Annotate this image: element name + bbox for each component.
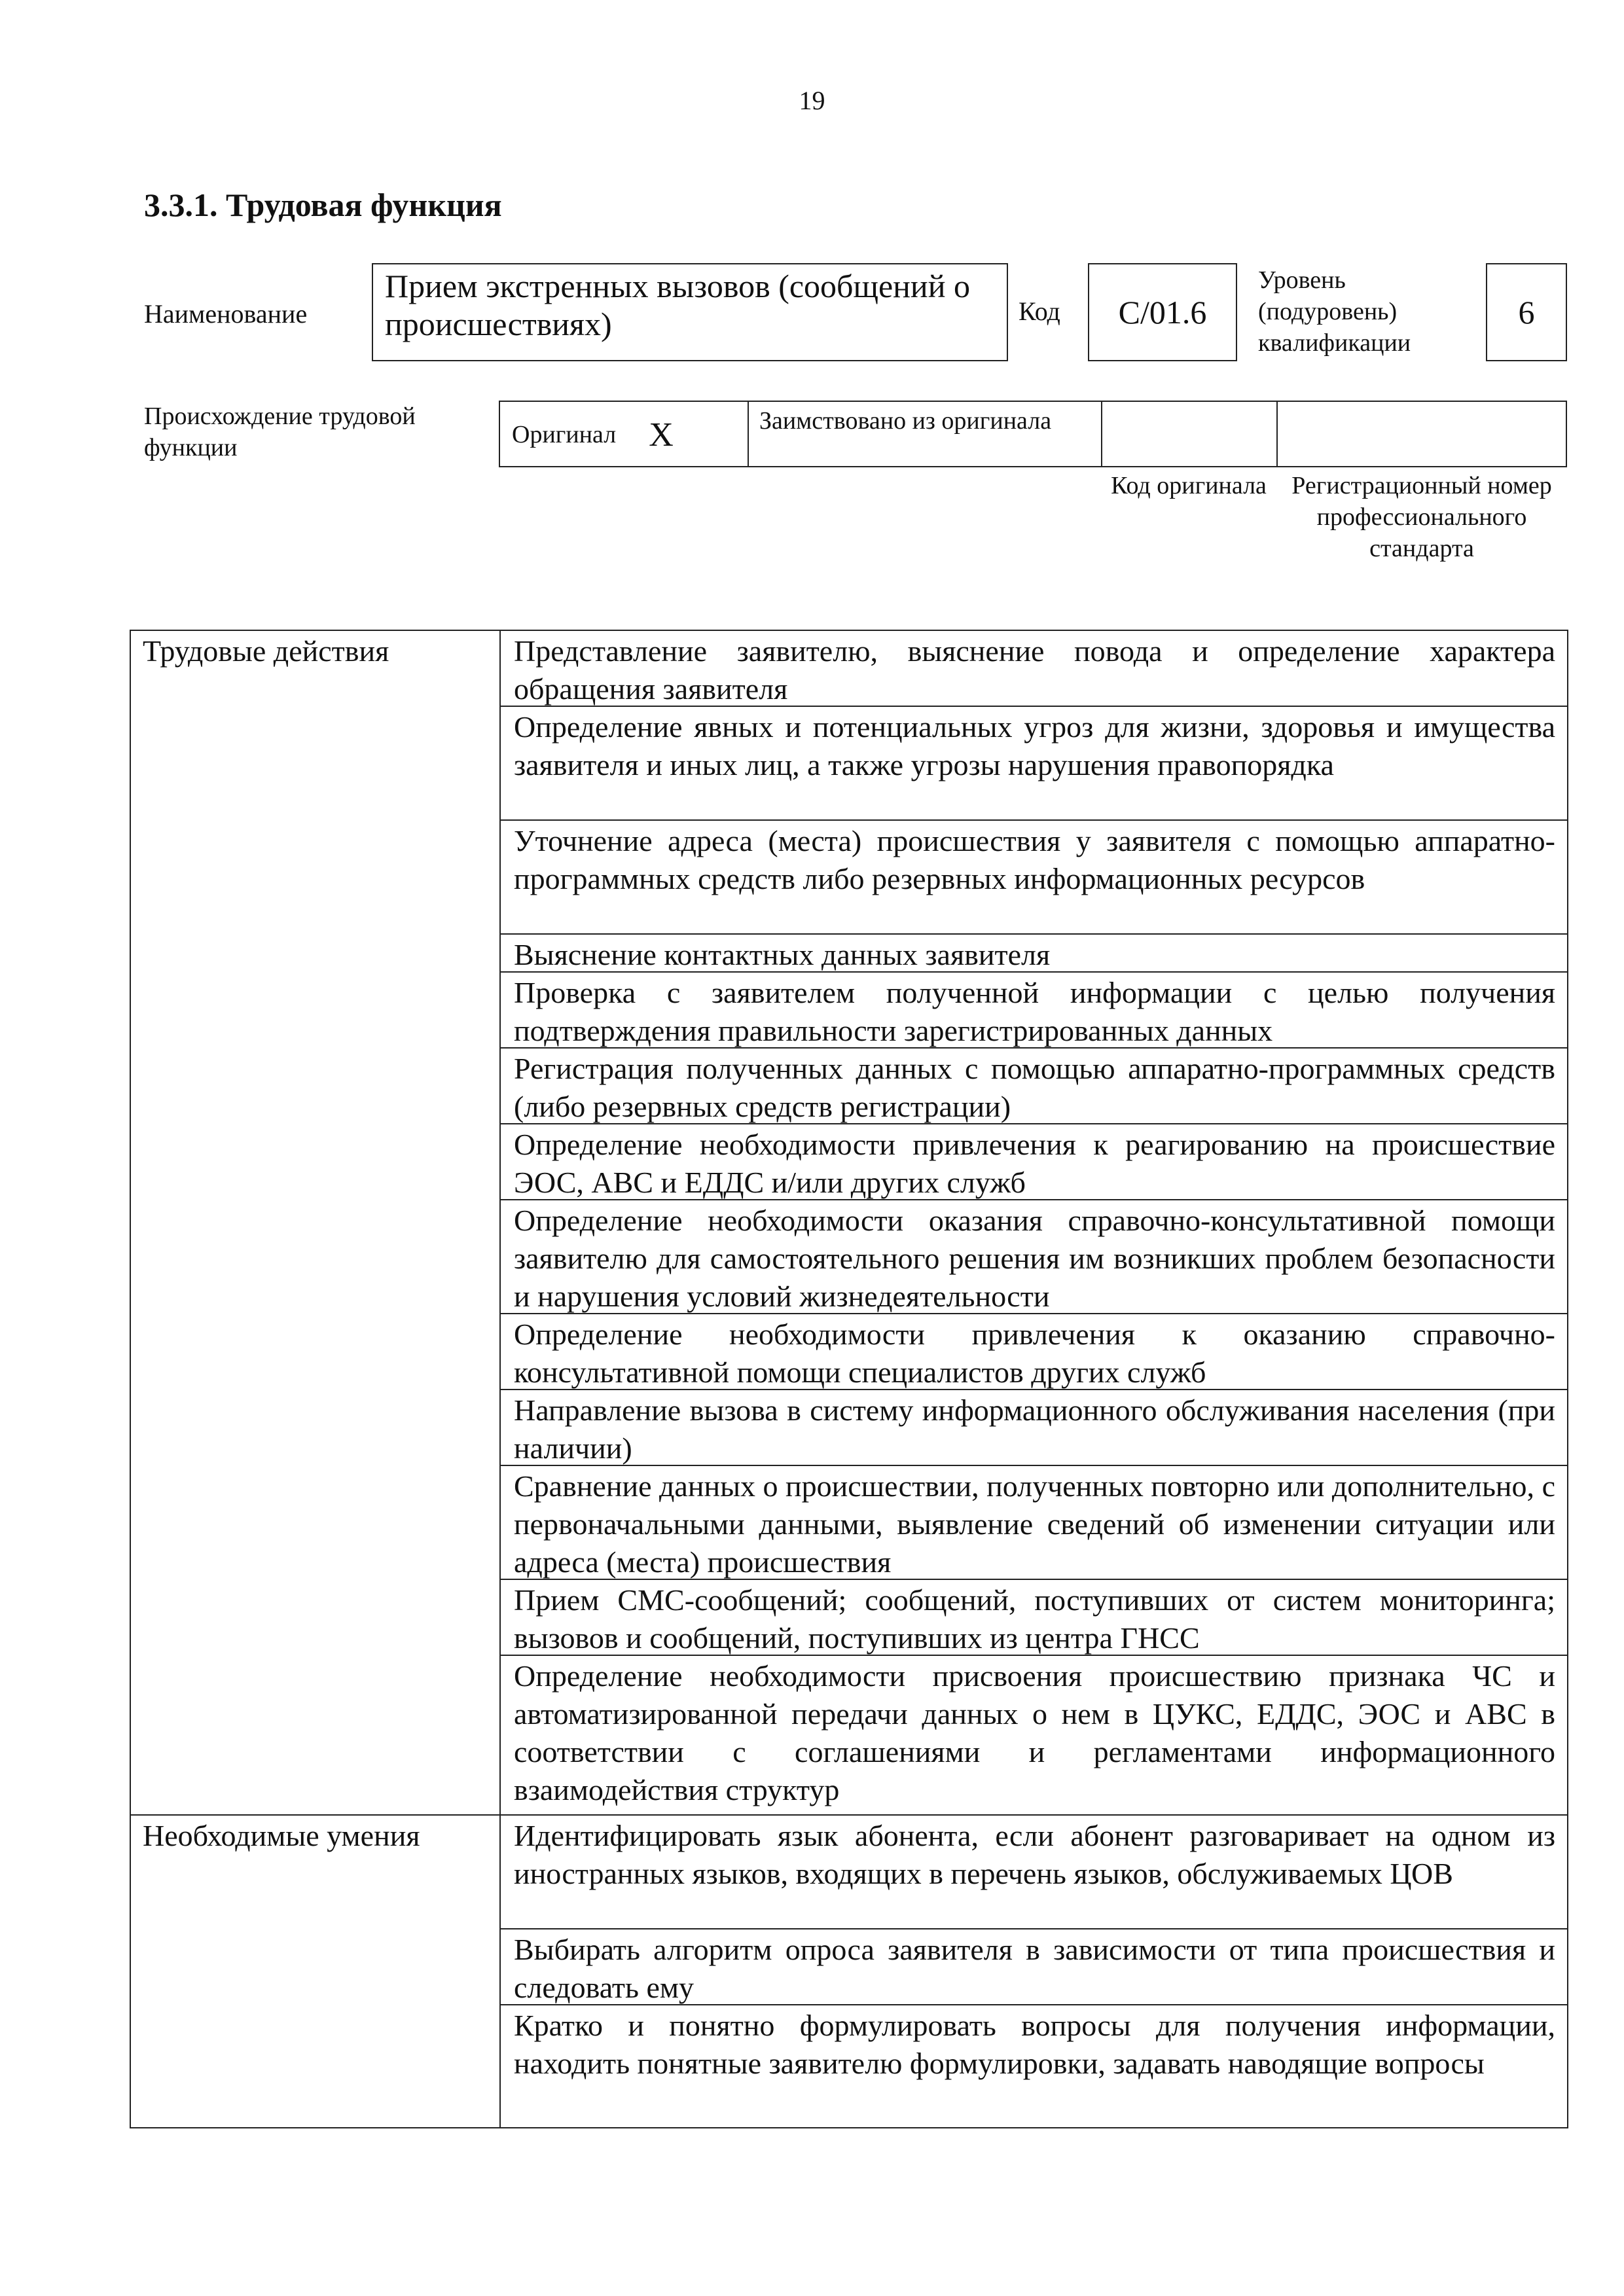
table-row: Идентифицировать язык абонента, если абонент разговаривает на одном из иностранных языков, входящих в перечень языков, обслуживаемых ЦОВ	[501, 1816, 1568, 1929]
code-value-box: C/01.6	[1088, 263, 1237, 361]
original-label: Оригинал	[512, 421, 617, 448]
skills-label: Необходимые умения	[131, 1816, 501, 2127]
code-original-caption: Код оригинала	[1111, 472, 1267, 499]
table-row: Определение необходимости привлечения к реагированию на происшествие ЭОС, АВС и ЕДДС и/или других служб	[501, 1124, 1568, 1200]
code-original-cell	[1102, 402, 1278, 467]
code-label: Код	[1019, 296, 1060, 326]
level-label: Уровень (подуровень) квалификации	[1258, 266, 1411, 357]
table-row: Проверка с заявителем полученной информации с целью получения подтверждения правильности зарегистрированных данных	[501, 973, 1568, 1049]
table-row: Регистрация полученных данных с помощью аппаратно-программных средств (либо резервных средств регистрации)	[501, 1049, 1568, 1124]
original-mark: X	[649, 416, 674, 454]
table-row: Определение необходимости оказания справочно-консультативной помощи заявителю для самостоятельного решения им возникших проблем безопасности и нарушения условий жизнедеятельности	[501, 1200, 1568, 1314]
table-content-column	[501, 631, 1568, 2127]
table-row: Кратко и понятно формулировать вопросы для получения информации, находить понятные заявителю формулировки, задавать наводящие вопросы	[514, 2009, 1555, 2080]
name-label: Наименование	[144, 299, 308, 329]
page-number: 19	[799, 86, 825, 115]
section-title: 3.3.1. Трудовая функция	[144, 187, 502, 223]
reg-number-cell	[1278, 402, 1568, 467]
table-row: Определение необходимости привлечения к оказанию справочно-консультативной помощи специалистов других служб	[501, 1314, 1568, 1390]
table-row: Определение необходимости присвоения происшествию признака ЧС и автоматизированной передачи данных о нем в ЦУКС, ЕДДС, ЭОС и АВС в соответствии с соглашениями и регламентами информационного взаимодействия структур	[501, 1656, 1568, 1816]
name-value-box: Прием экстренных вызовов (сообщений о происшествиях)	[372, 263, 1008, 361]
table-row: Выяснение контактных данных заявителя	[501, 935, 1568, 973]
original-cell	[500, 402, 749, 467]
labor-actions-label: Трудовые действия	[131, 631, 501, 1816]
table-row: Сравнение данных о происшествии, полученных повторно или дополнительно, с первоначальными данными, выявление сведений об изменении ситуации или адреса (места) происшествия	[501, 1466, 1568, 1580]
table-row: Определение явных и потенциальных угроз для жизни, здоровья и имущества заявителя и иных лиц, а также угрозы нарушения правопорядка	[501, 707, 1568, 821]
reg-number-caption: Регистрационный номер профессионального стандарта	[1291, 472, 1552, 562]
origin-label: Происхождение трудовой функции	[144, 403, 416, 461]
table-row: Направление вызова в систему информационного обслуживания населения (при наличии)	[501, 1390, 1568, 1466]
table-row: Представление заявителю, выяснение повода и определение характера обращения заявителя	[501, 631, 1568, 707]
origin-row	[499, 401, 1567, 467]
borrowed-cell: Заимствовано из оригинала	[749, 402, 1102, 467]
labor-function-table	[130, 630, 1568, 2128]
level-value-box: 6	[1486, 263, 1567, 361]
table-row: Выбирать алгоритм опроса заявителя в зависимости от типа происшествия и следовать ему	[501, 1929, 1568, 2005]
table-row: Прием СМС-сообщений; сообщений, поступивших от систем мониторинга; вызовов и сообщений, поступивших из центра ГНСС	[501, 1580, 1568, 1656]
table-row: Уточнение адреса (места) происшествия у заявителя с помощью аппаратно-программных средств либо резервных информационных ресурсов	[501, 821, 1568, 935]
